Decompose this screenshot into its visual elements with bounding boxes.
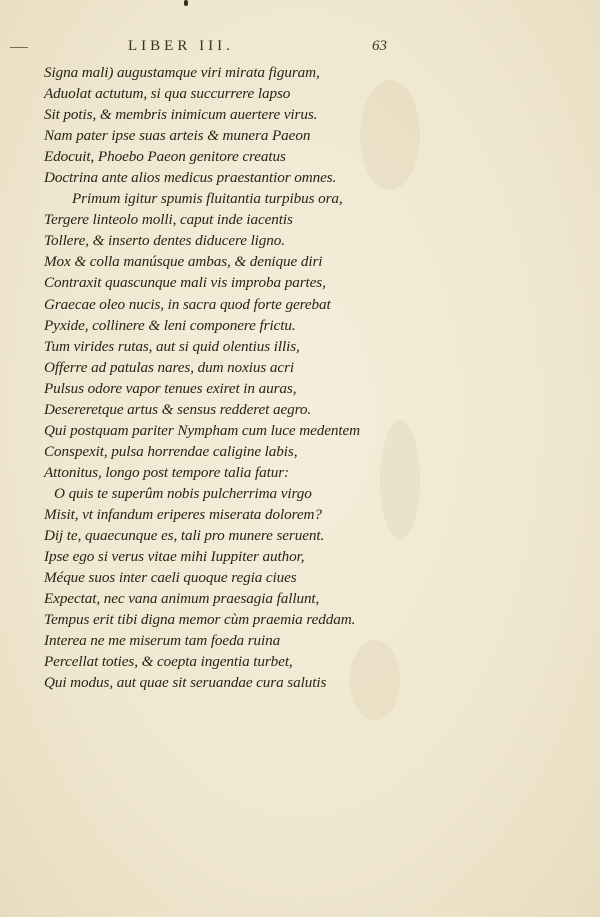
- verse-line: Expectat, nec vana animum praesagia fallunt,: [44, 590, 320, 608]
- verse-line: Mox & colla manúsque ambas, & denique diri: [44, 253, 323, 271]
- verse-line: Tum virides rutas, aut si quid olentius illis,: [44, 337, 300, 355]
- ink-dot: [184, 0, 188, 6]
- running-head: LIBER III.: [128, 38, 234, 54]
- verse-line: Signa mali) augustamque viri mirata figuram,: [44, 64, 320, 81]
- verse-line: Nam pater ipse suas arteis & munera Paeon: [44, 127, 311, 145]
- verse-line: Contraxit quascunque mali vis improba partes,: [44, 274, 326, 292]
- verse-line: Tergere linteolo molli, caput inde iacentis: [44, 211, 293, 229]
- verse-line: Ipse ego si verus vitae mihi Iuppiter author,: [44, 548, 305, 566]
- verse-line: Misit, vt infandum eriperes miserata dolorem?: [44, 505, 322, 523]
- verse-line: Tempus erit tibi digna memor cùm praemia reddam.: [44, 611, 356, 629]
- verse-line: Pyxide, collinere & leni componere frictu.: [44, 316, 296, 334]
- verse-line: Interea ne me miserum tam foeda ruina: [44, 632, 281, 650]
- verse-line: Attonitus, longo post tempore talia fatur:: [44, 463, 289, 481]
- verse-line: Méque suos inter caeli quoque regia ciues: [44, 569, 297, 587]
- verse-line: Dij te, quaecunque es, tali pro munere seruent.: [44, 527, 325, 545]
- verse-line: O quis te superûm nobis pulcherrima virgo: [54, 484, 312, 502]
- page-number: 63: [372, 38, 387, 54]
- page-header: [0, 38, 600, 62]
- verse-line: Aduolat actutum, si qua succurrere lapso: [44, 85, 291, 103]
- verse-line: Doctrina ante alios medicus praestantior omnes.: [44, 169, 337, 187]
- verse-line: Qui modus, aut quae sit seruandae cura salutis: [44, 674, 327, 692]
- verse-line: Primum igitur spumis fluitantia turpibus ora,: [72, 190, 343, 208]
- verse-line: Offerre ad patulas nares, dum noxius acri: [44, 358, 294, 376]
- verse-line: Desereretque artus & sensus redderet aegro.: [44, 400, 312, 418]
- verse-line: Sit potis, & membris inimicum auertere virus.: [44, 106, 318, 124]
- verse-line: Percellat toties, & coepta ingentia turbet,: [44, 653, 293, 671]
- verse-line: Edocuit, Phoebo Paeon genitore creatus: [44, 148, 286, 166]
- verse-line: Conspexit, pulsa horrendae caligine labis,: [44, 442, 298, 460]
- verse-line: Tollere, & inserto dentes diducere ligno.: [44, 232, 285, 250]
- verse-line: Pulsus odore vapor tenues exiret in auras,: [44, 379, 297, 397]
- verse-line: Graecae oleo nucis, in sacra quod forte gerebat: [44, 295, 331, 313]
- verse-text-block: [44, 62, 404, 693]
- verse-line: Qui postquam pariter Nympham cum luce medentem: [44, 421, 360, 439]
